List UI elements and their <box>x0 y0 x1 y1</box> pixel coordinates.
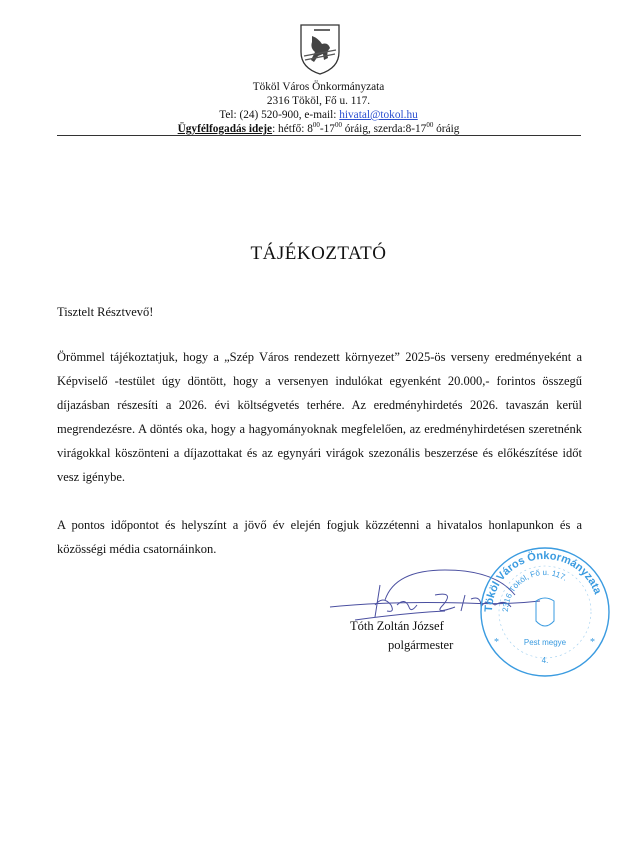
stamp-outer-text: Tököl Város Önkormányzata <box>482 549 604 613</box>
header-divider <box>57 135 581 136</box>
org-address: 2316 Tököl, Fő u. 117. <box>266 95 371 107</box>
org-contact <box>0 108 637 122</box>
email-link[interactable]: hivatal@tokol.hu <box>339 109 418 121</box>
stamp-bottom-text: Pest megye <box>523 638 567 647</box>
official-stamp <box>478 545 612 679</box>
stamp-inner-text: 2316 Tököl, Fő u. 117. <box>500 567 569 613</box>
hours-text: -17 <box>319 123 335 135</box>
document-title: TÁJÉKOZTATÓ <box>250 243 387 264</box>
paragraph-2: A pontos időpontot és helyszínt a jövő év elején fogjuk közzétenni a hivatalos honlapunkon és a közösségi média csatornáinkon. <box>57 518 582 556</box>
star-icon: * <box>494 637 499 648</box>
hours-label: Ügyfélfogadás ideje <box>177 123 273 135</box>
stamp-number: 4. <box>541 656 549 665</box>
contact-prefix: Tel: (24) 520-900, e-mail: <box>219 109 340 121</box>
signatory-name: Tóth Zoltán József <box>350 619 444 633</box>
hours-text: óráig <box>433 123 460 135</box>
signatory-role: polgármester <box>388 638 454 652</box>
hours-sup: 00 <box>426 121 434 130</box>
hours-text: : hétfő: 8 <box>272 123 313 135</box>
office-hours <box>0 122 637 136</box>
org-name: Tököl Város Önkormányzata <box>252 81 385 93</box>
letterhead <box>0 80 637 136</box>
star-icon: * <box>590 637 595 648</box>
greeting: Tisztelt Résztvevő! <box>57 305 154 319</box>
hours-sup: 00 <box>334 121 342 130</box>
paragraph-1: Örömmel tájékoztatjuk, hogy a „Szép Város rendezett környezet” 2025-ös verseny eredményeként a Képviselő -testület úgy döntött, hogy a versenyen indulókat egyenként 20.000,- forintos összegű díjazásban részesíti a 2026. évi költségvetés terhére. Az eredményhirdetés 2026. tavaszán kerül megrendezésre. A döntés oka, hogy a hagyományoknak megfelelően, az eredményhirdetésen szeretnénk virágokkal köszönteni a díjazottakat és az egynyári virágok szezonális beszerzése és előkészítése időt vesz igénybe. <box>57 350 582 484</box>
hours-sup: 00 <box>312 121 320 130</box>
city-crest-logo <box>298 22 342 76</box>
letter-body <box>57 345 582 561</box>
hours-text: óráig, szerda:8-17 <box>341 123 427 135</box>
svg-text:Tököl Város Önkormányzata <box>483 550 604 613</box>
